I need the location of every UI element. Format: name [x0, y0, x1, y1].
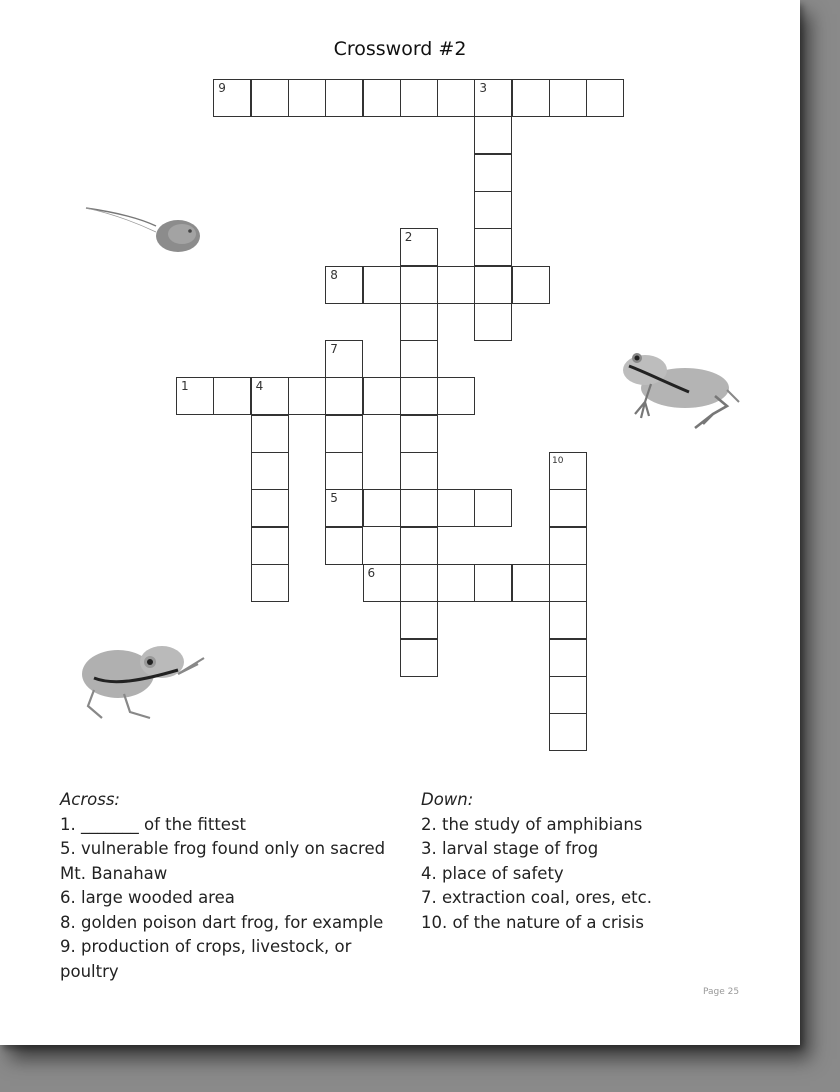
- crossword-cell[interactable]: [474, 116, 512, 154]
- clue-down-7: 7. extraction coal, ores, etc.: [421, 888, 652, 907]
- crossword-cell[interactable]: [251, 564, 289, 602]
- clue-across-8: 8. golden poison dart frog, for example: [60, 912, 384, 932]
- crossword-cell[interactable]: [474, 79, 512, 117]
- tadpole-illustration: [84, 200, 204, 260]
- crossword-cell[interactable]: [512, 564, 550, 602]
- clue-number: 2: [404, 230, 413, 245]
- across-heading: Across:: [60, 790, 120, 809]
- crossword-cell[interactable]: [363, 564, 401, 602]
- crossword-cell[interactable]: [400, 452, 438, 490]
- clue-number: 10: [552, 456, 564, 466]
- crossword-cell[interactable]: [474, 266, 512, 304]
- frog-illustration: [74, 628, 214, 728]
- crossword-cell[interactable]: [213, 79, 251, 117]
- crossword-cell[interactable]: [549, 713, 587, 751]
- crossword-cell[interactable]: [400, 377, 438, 415]
- clue-across-1: 1. _______ of the fittest: [60, 814, 247, 834]
- crossword-cell[interactable]: [474, 489, 512, 527]
- crossword-cell[interactable]: [400, 79, 438, 117]
- crossword-cell[interactable]: [288, 377, 326, 415]
- clue-down-3: 3. larval stage of frog: [421, 839, 599, 858]
- crossword-cell[interactable]: [400, 340, 438, 378]
- crossword-cell[interactable]: [437, 377, 475, 415]
- down-clues: [421, 788, 751, 935]
- across-clues: [60, 788, 390, 984]
- crossword-cell[interactable]: [437, 266, 475, 304]
- clue-number: 8: [330, 267, 338, 282]
- crossword-cell[interactable]: [549, 79, 587, 117]
- crossword-cell[interactable]: [549, 489, 587, 527]
- page-title: Crossword #2: [333, 38, 467, 60]
- crossword-cell[interactable]: [251, 489, 289, 527]
- crossword-cell[interactable]: [400, 266, 438, 304]
- crossword-cell[interactable]: [400, 415, 438, 453]
- crossword-cell[interactable]: [325, 415, 363, 453]
- crossword-cell[interactable]: [363, 489, 401, 527]
- crossword-cell[interactable]: [437, 79, 475, 117]
- crossword-cell[interactable]: [400, 489, 438, 527]
- crossword-cell[interactable]: [549, 527, 587, 565]
- crossword-cell[interactable]: [325, 340, 363, 378]
- clue-across-6: 6. large wooded area: [60, 888, 235, 907]
- crossword-cell[interactable]: [549, 639, 587, 677]
- crossword-cell[interactable]: [549, 601, 587, 639]
- crossword-cell[interactable]: [549, 564, 587, 602]
- crossword-cell[interactable]: [325, 377, 363, 415]
- crossword-cell[interactable]: [400, 527, 438, 565]
- down-heading: Down:: [421, 790, 474, 809]
- crossword-cell[interactable]: [586, 79, 624, 117]
- crossword-cell[interactable]: [363, 266, 401, 304]
- crossword-cell[interactable]: [251, 377, 289, 415]
- crossword-cell[interactable]: [474, 228, 512, 266]
- crossword-cell[interactable]: [288, 79, 326, 117]
- crossword-cell[interactable]: [363, 79, 401, 117]
- clue-number: 5: [330, 491, 338, 506]
- crossword-cell[interactable]: [213, 377, 251, 415]
- page-number: Page 25: [703, 987, 740, 997]
- clue-down-4: 4. place of safety: [421, 863, 564, 883]
- crossword-cell[interactable]: [400, 601, 438, 639]
- clue-across-9: 9. production of crops, livestock, or poultry: [60, 937, 352, 981]
- crossword-cell[interactable]: [251, 527, 289, 565]
- crossword-cell[interactable]: [400, 303, 438, 341]
- clue-number: 3: [479, 81, 488, 95]
- crossword-cell[interactable]: [363, 377, 401, 415]
- crossword-cell[interactable]: [512, 79, 550, 117]
- crossword-cell[interactable]: [474, 154, 512, 192]
- crossword-cell[interactable]: [549, 452, 587, 490]
- crossword-cell[interactable]: [400, 228, 438, 266]
- clue-down-10: 10. of the nature of a crisis: [421, 912, 644, 932]
- crossword-cell[interactable]: [474, 564, 512, 602]
- crossword-cell[interactable]: [325, 79, 363, 117]
- clue-number: 1: [181, 379, 189, 394]
- crossword-cell[interactable]: [474, 303, 512, 341]
- crossword-cell[interactable]: [400, 639, 438, 677]
- crossword-cell[interactable]: [325, 266, 363, 304]
- crossword-cell[interactable]: [400, 564, 438, 602]
- crossword-cell[interactable]: [251, 415, 289, 453]
- crossword-cell[interactable]: [437, 489, 475, 527]
- clue-number: 9: [218, 81, 226, 95]
- crossword-cell[interactable]: [176, 377, 214, 415]
- clue-across-5: 5. vulnerable frog found only on sacred Mt. Banahaw: [60, 839, 386, 883]
- crossword-cell[interactable]: [549, 676, 587, 714]
- tree-frog-illustration: [615, 340, 745, 435]
- clue-number: 6: [367, 565, 376, 580]
- clue-number: 4: [255, 379, 264, 394]
- crossword-cell[interactable]: [325, 527, 363, 565]
- clue-number: 7: [330, 342, 338, 357]
- crossword-cell[interactable]: [512, 266, 550, 304]
- crossword-cell[interactable]: [251, 79, 289, 117]
- crossword-cell[interactable]: [437, 564, 475, 602]
- crossword-cell[interactable]: [325, 452, 363, 490]
- crossword-cell[interactable]: [474, 191, 512, 229]
- crossword-cell[interactable]: [325, 489, 363, 527]
- clue-down-2: 2. the study of amphibians: [421, 814, 643, 834]
- crossword-cell[interactable]: [251, 452, 289, 490]
